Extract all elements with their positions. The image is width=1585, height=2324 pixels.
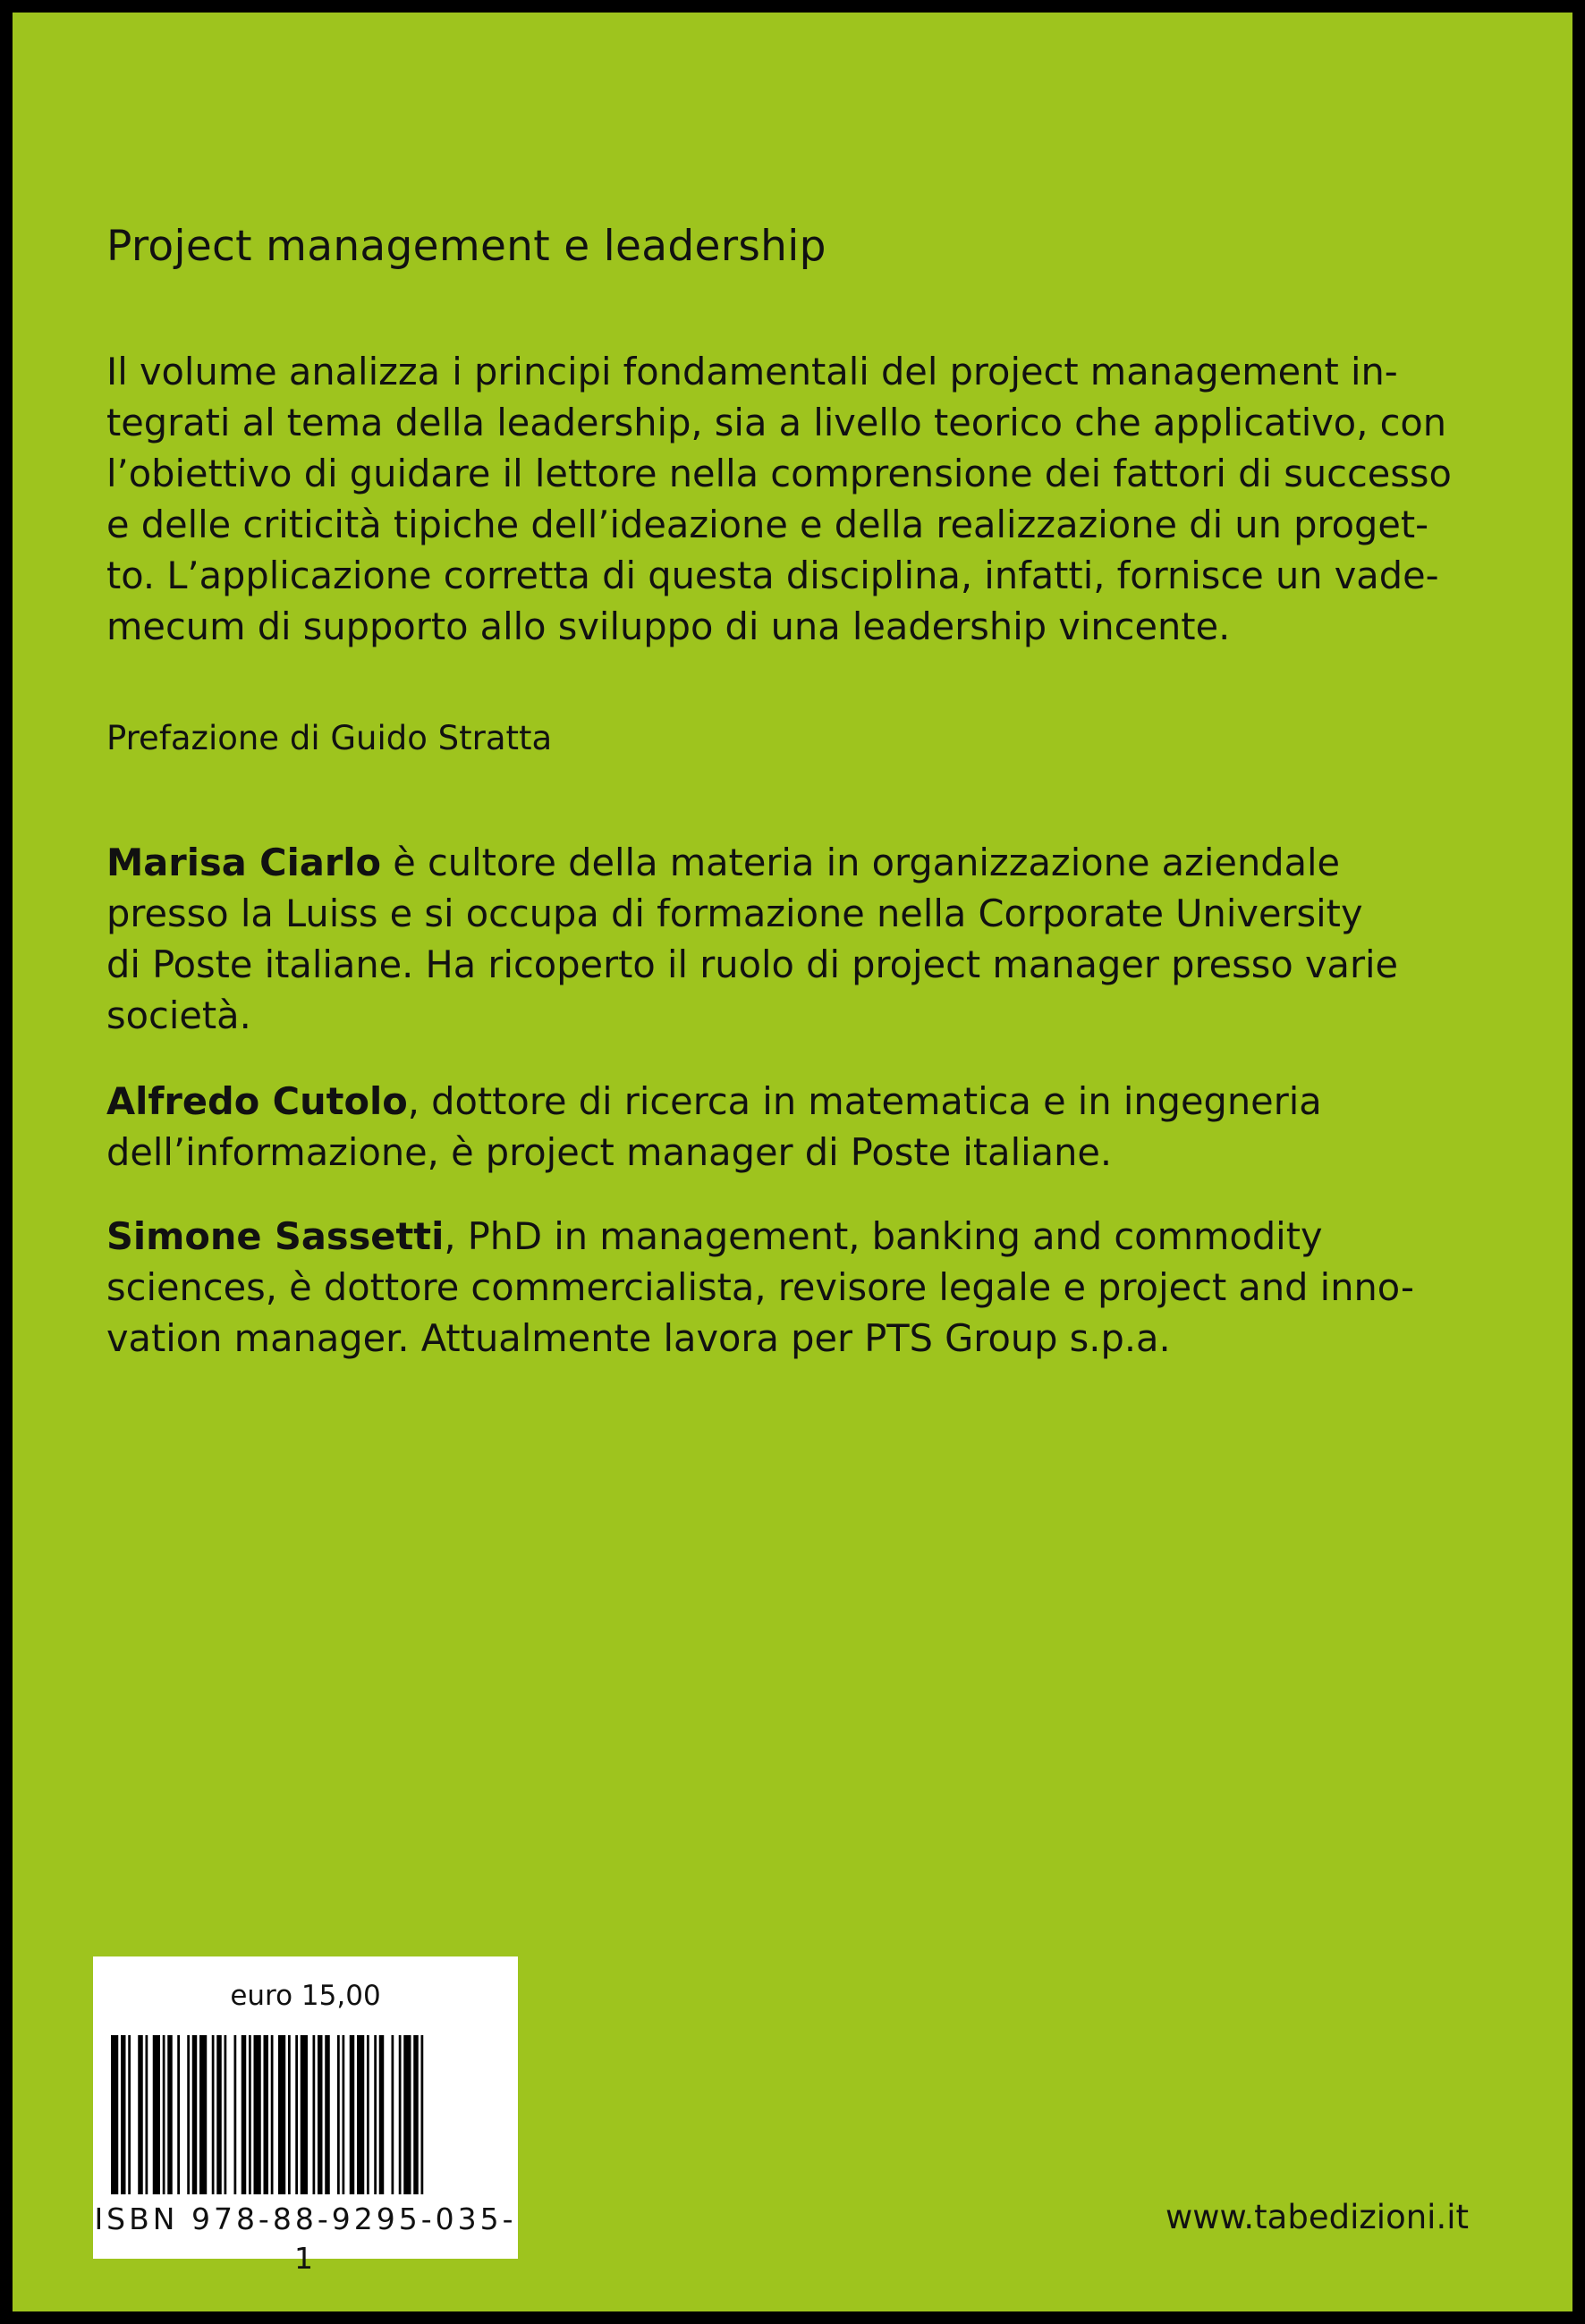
barcode-bar — [242, 2035, 247, 2194]
barcode-bar — [379, 2035, 385, 2194]
barcode-bar — [295, 2035, 298, 2194]
barcode-bar — [121, 2035, 126, 2194]
author-bio-first-line — [106, 1076, 1322, 1128]
barcode-bar — [192, 2035, 198, 2194]
description-line: e delle criticità tipiche dell’ideazione e della realizzazione di un proget- — [106, 503, 1429, 546]
barcode-bar — [249, 2035, 251, 2194]
barcode-bar — [301, 2035, 308, 2194]
barcode-bar — [187, 2035, 190, 2194]
description-line: Il volume analizza i principi fondamentali del project management in- — [106, 350, 1398, 393]
back-cover — [13, 13, 1572, 2311]
barcode-bar — [374, 2035, 377, 2194]
barcode-bar — [413, 2035, 419, 2194]
publisher-website: www.tabedizioni.it — [1165, 2198, 1469, 2236]
barcode-bar — [325, 2035, 330, 2194]
barcode-icon — [107, 2035, 501, 2194]
author-bio-line: presso la Luiss e si occupa di formazione nella Corporate University — [106, 892, 1363, 935]
barcode-bar — [357, 2035, 364, 2194]
barcode-bar — [337, 2035, 340, 2194]
barcode-bar — [313, 2035, 316, 2194]
author-bio-text: è cultore della materia in organizzazione aziendale — [381, 841, 1341, 884]
author-bio-line: sciences, è dottore commercialista, revisore legale e project and inno- — [106, 1265, 1414, 1309]
description-line: l’obiettivo di guidare il lettore nella comprensione dei fattori di successo — [106, 452, 1452, 495]
barcode-bar — [153, 2035, 160, 2194]
barcode-bar — [254, 2035, 261, 2194]
description-line: mecum di supporto allo sviluppo di una leadership vincente. — [106, 604, 1231, 648]
description-line: to. L’applicazione corretta di questa disciplina, infatti, fornisce un vade- — [106, 554, 1439, 597]
barcode-bar — [350, 2035, 355, 2194]
barcode-bar — [367, 2035, 369, 2194]
price-label: euro 15,00 — [230, 1980, 381, 2012]
author-bio-first-line — [106, 837, 1340, 889]
author-name: Marisa Ciarlo — [106, 841, 382, 884]
barcode-bar — [138, 2035, 143, 2194]
barcode-bar — [177, 2035, 180, 2194]
barcode-bar — [199, 2035, 207, 2194]
author-bio-line: società. — [106, 993, 251, 1037]
barcode-bar — [288, 2035, 291, 2194]
author-name: Alfredo Cutolo — [106, 1079, 408, 1123]
barcode-bar — [216, 2035, 222, 2194]
description-line: tegrati al tema della leadership, sia a livello teorico che applicativo, con — [106, 401, 1447, 444]
barcode-bar — [225, 2035, 227, 2194]
preface-credit: Prefazione di Guido Stratta — [106, 719, 553, 757]
barcode-bar — [271, 2035, 274, 2194]
barcode-bar — [163, 2035, 165, 2194]
barcode-bar — [167, 2035, 173, 2194]
barcode-bar — [343, 2035, 345, 2194]
barcode-bar — [318, 2035, 323, 2194]
barcode-bar — [392, 2035, 394, 2194]
isbn-number: ISBN 978-88-9295-035-1 — [94, 2201, 517, 2276]
author-bio-first-line — [106, 1211, 1323, 1263]
barcode-bar — [212, 2035, 215, 2194]
barcode-bar — [146, 2035, 148, 2194]
barcode-bar — [399, 2035, 402, 2194]
book-title: Project management e leadership — [106, 222, 826, 271]
author-bio-line: di Poste italiane. Ha ricoperto il ruolo di project manager presso varie — [106, 942, 1399, 986]
author-bio-text: , dottore di ricerca in matematica e in ingegneria — [407, 1079, 1322, 1123]
author-bio-line: vation manager. Attualmente lavora per PTS Group s.p.a. — [106, 1316, 1171, 1360]
author-bio-text: , PhD in management, banking and commodity — [444, 1214, 1323, 1258]
barcode-bar — [234, 2035, 237, 2194]
barcode-block — [93, 1956, 518, 2276]
barcode-bar — [128, 2035, 131, 2194]
barcode-bar — [403, 2035, 411, 2194]
author-bio-line: dell’informazione, è project manager di Poste italiane. — [106, 1130, 1113, 1174]
author-name: Simone Sassetti — [106, 1214, 445, 1258]
barcode-bar — [278, 2035, 285, 2194]
barcode-bar — [264, 2035, 269, 2194]
barcode-bar — [111, 2035, 118, 2194]
barcode-bar — [421, 2035, 424, 2194]
